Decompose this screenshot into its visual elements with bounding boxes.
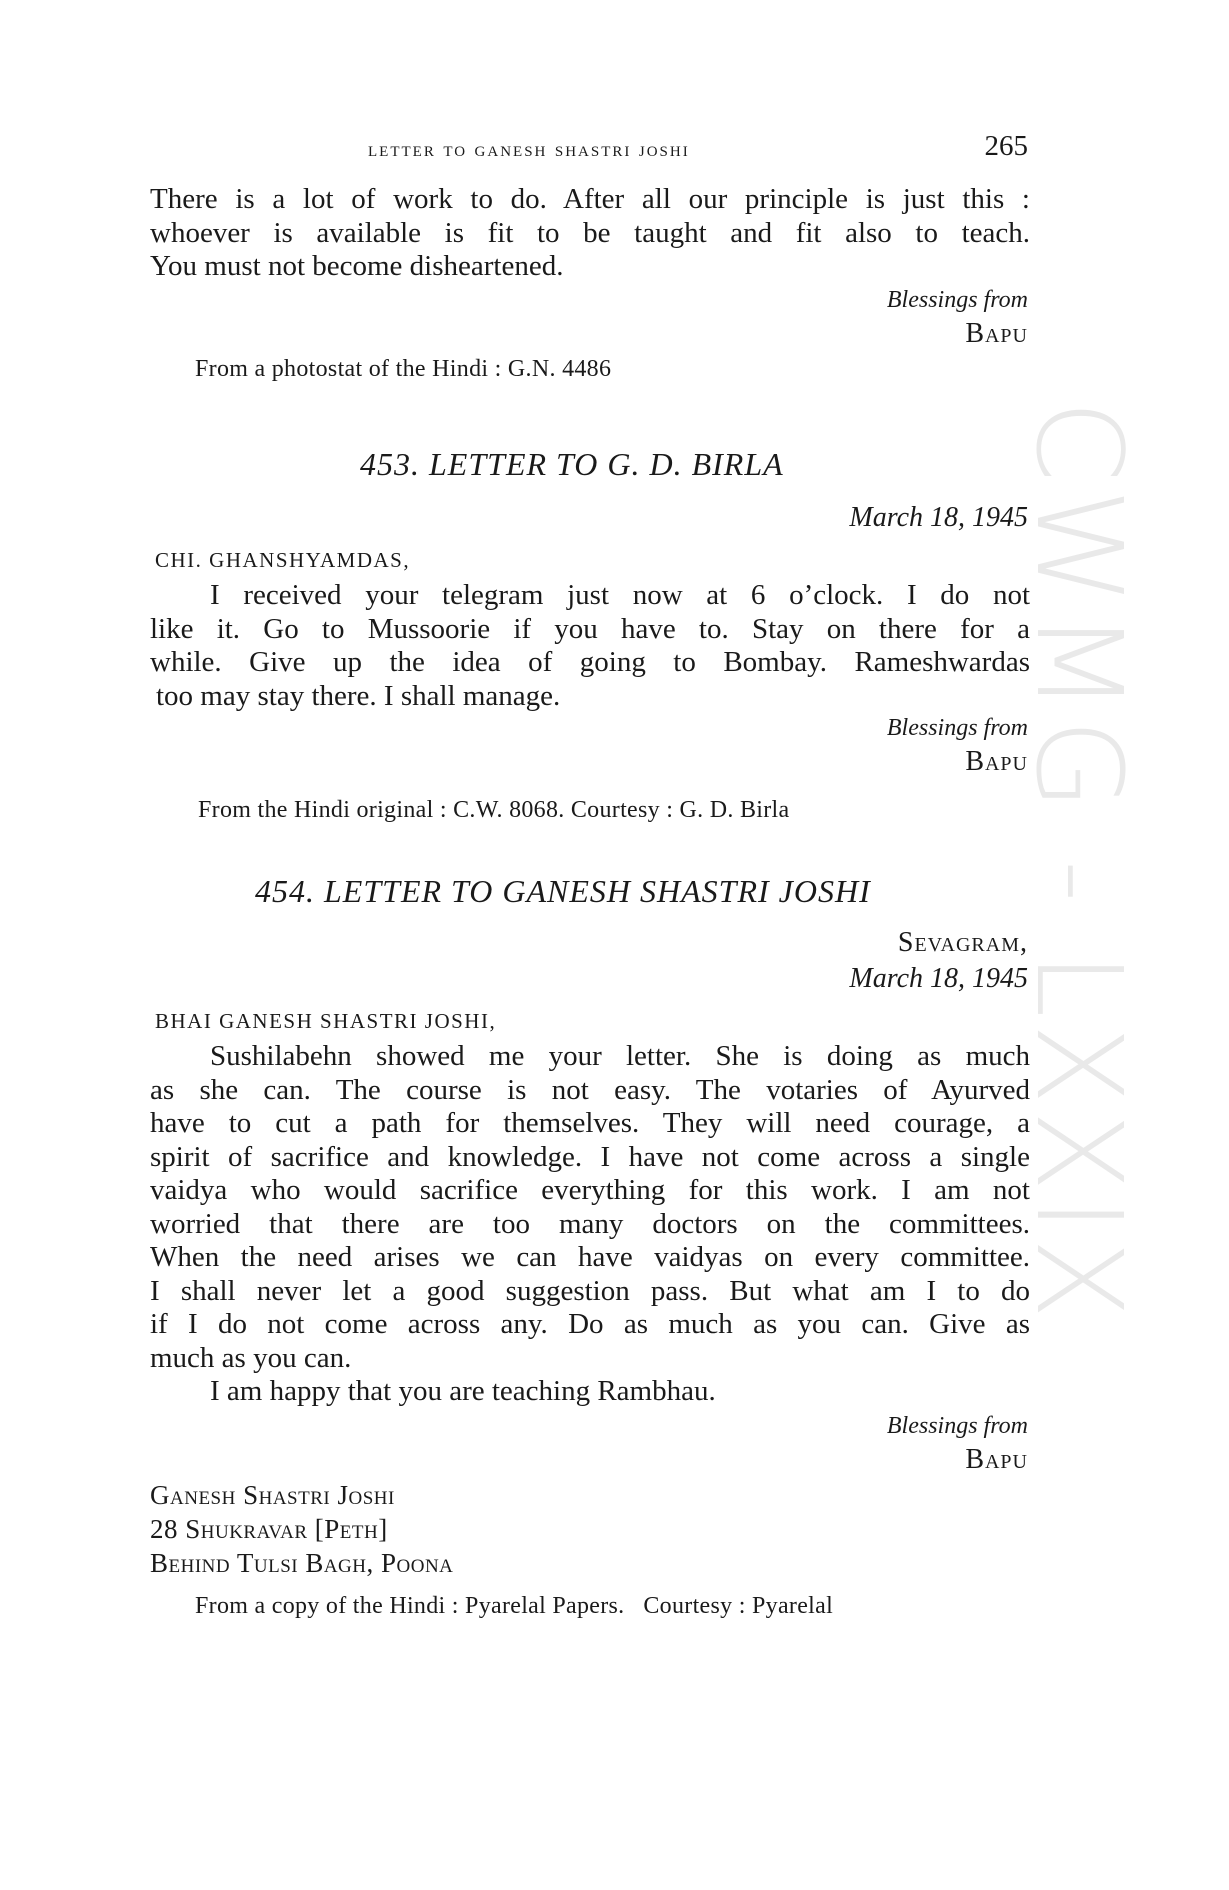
source-note: From the Hindi original : C.W. 8068. Courtesy : G. D. Birla	[198, 797, 790, 823]
letter-line: as she can. The course is not easy. The votaries of Ayurved	[150, 1073, 1030, 1106]
prev-letter-line: whoever is available is fit to be taught and fit also to teach.	[150, 216, 1030, 249]
letter-line: while. Give up the idea of going to Bombay. Rameshwardas	[150, 646, 1030, 678]
letter-line: I received your telegram just now at 6 o’clock. I do not	[210, 579, 1030, 611]
address-line: 28 Shukravar [Peth]	[150, 1514, 388, 1544]
recipient-address	[150, 1478, 453, 1580]
letter-title: 453. LETTER TO G. D. BIRLA	[360, 446, 784, 482]
letter-line: like it. Go to Mussoorie if you have to. Stay on there for a	[150, 612, 1030, 645]
letter-454-signoff	[887, 1413, 1028, 1476]
letter-date: March 18, 1945	[849, 963, 1028, 994]
page-number: 265	[984, 130, 1028, 162]
prev-letter-line: You must not become disheartened.	[150, 250, 564, 282]
address-line: Behind Tulsi Bagh, Poona	[150, 1548, 454, 1578]
letter-dateline	[849, 925, 1028, 997]
letter-date: March 18, 1945	[849, 502, 1028, 533]
letter-453-body	[150, 579, 1030, 713]
letter-line: much as you can.	[150, 1341, 352, 1374]
letter-line: I shall never let a good suggestion pass. But what am I to do	[150, 1274, 1030, 1307]
letter-line: have to cut a path for themselves. They will need courage, a	[150, 1107, 1030, 1139]
letter-place: Sevagram,	[897, 927, 1028, 958]
blessing-text: Blessings from	[886, 1413, 1028, 1439]
address-line: Ganesh Shastri Joshi	[150, 1480, 395, 1510]
letter-line: if I do not come across any. Do as much as you can. Give as	[150, 1308, 1030, 1340]
letter-line: worried that there are too many doctors on the committees.	[150, 1207, 1030, 1240]
letter-line: When the need arises we can have vaidyas on every committee.	[150, 1241, 1030, 1273]
letter-closing-line: I am happy that you are teaching Rambhau.	[210, 1375, 716, 1407]
signature: Bapu	[965, 318, 1028, 349]
prev-letter-signoff	[887, 287, 1028, 350]
salutation: BHAI GANESH SHASTRI JOSHI,	[155, 1009, 497, 1033]
letter-454-body	[150, 1040, 1030, 1409]
letter-line: vaidya who would sacrifice everything for this work. I am not	[150, 1174, 1030, 1206]
running-header-title: letter to ganesh shastri joshi	[368, 136, 690, 161]
blessing-text: Blessings from	[886, 287, 1028, 313]
salutation: CHI. GHANSHYAMDAS,	[155, 548, 411, 572]
source-note: From a photostat of the Hindi : G.N. 4486	[195, 356, 612, 382]
letter-line: too may stay there. I shall manage.	[156, 679, 561, 712]
blessing-text: Blessings from	[886, 715, 1028, 741]
letter-title: 454. LETTER TO GANESH SHASTRI JOSHI	[255, 873, 871, 909]
letter-line: Sushilabehn showed me your letter. She is doing as much	[210, 1040, 1030, 1072]
letter-453-signoff	[887, 715, 1028, 778]
watermark: CWMG - LXXIX	[1010, 400, 1148, 1325]
signature: Bapu	[965, 746, 1028, 777]
signature: Bapu	[965, 1444, 1028, 1475]
prev-letter-line: There is a lot of work to do. After all our principle is just this :	[150, 183, 1030, 215]
letter-dateline	[849, 502, 1028, 534]
source-note: From a copy of the Hindi : Pyarelal Papers. Courtesy : Pyarelal	[195, 1593, 834, 1619]
letter-line: spirit of sacrifice and knowledge. I have not come across a single	[150, 1140, 1030, 1173]
prev-letter-body	[150, 183, 1030, 284]
